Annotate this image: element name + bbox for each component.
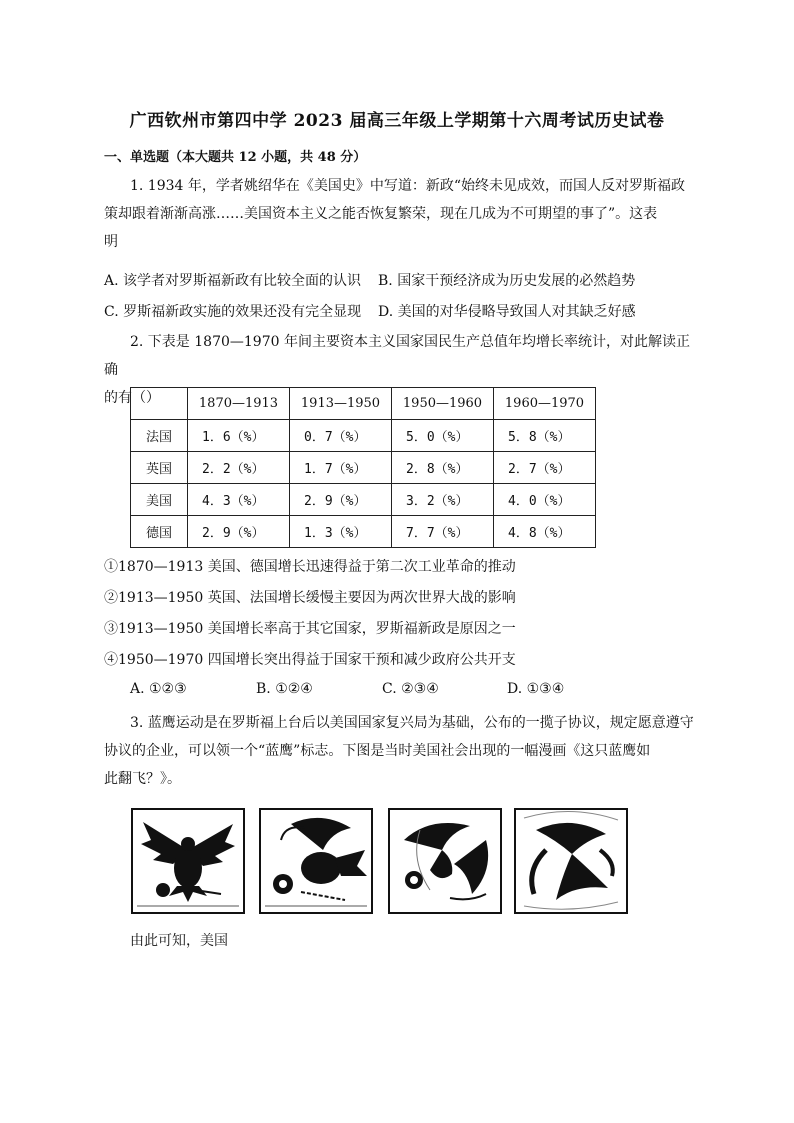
table-row — [131, 516, 596, 548]
comic-panel-2 — [259, 808, 373, 914]
table-cell: 0．7（%） — [290, 420, 392, 452]
table-row — [131, 452, 596, 484]
question-2-line-1: 2. 下表是 1870—1970 年间主要资本主义国家国民生产总值年均增长率统计，对此解读正确 — [104, 334, 690, 378]
table-cell: 2．2（%） — [188, 452, 290, 484]
table-cell: 2．9（%） — [290, 484, 392, 516]
question-1-line-1: 1. 1934 年，学者姚绍华在《美国史》中写道：新政“始终未见成效，而国人反对罗斯福政 — [130, 178, 686, 194]
comic-panel-4 — [514, 808, 628, 914]
swirl-eagle-icon — [516, 810, 626, 912]
section-heading: 一、单选题（本大题共 12 小题，共 48 分） — [104, 150, 367, 165]
table-cell: 2．8（%） — [392, 452, 494, 484]
table-header-cell: 1960—1970 — [494, 388, 596, 420]
question-1-options-row-1 — [104, 270, 704, 290]
eagle-icon — [133, 810, 243, 912]
statement-4: ④1950—1970 四国增长突出得益于国家干预和减少政府公共开支 — [104, 652, 516, 668]
question-1 — [104, 172, 694, 256]
question-2-option-d[interactable]: D. ①③④ — [507, 681, 565, 697]
statement-1: ①1870—1913 美国、德国增长迅速得益于第二次工业革命的推动 — [104, 559, 516, 575]
table-country-cell: 法国 — [131, 420, 188, 452]
table-cell: 1．6（%） — [188, 420, 290, 452]
comic-panel-3 — [388, 808, 502, 914]
question-2-option-c[interactable]: C. ②③④ — [382, 681, 439, 697]
table-cell: 1．3（%） — [290, 516, 392, 548]
question-1-line-2: 策却跟着渐渐高涨……美国资本主义之能否恢复繁荣，现在几成为不可期望的事了”。这表 — [104, 206, 658, 222]
table-country-cell: 美国 — [131, 484, 188, 516]
table-header-cell: 1870—1913 — [188, 388, 290, 420]
question-1-option-a[interactable]: A. 该学者对罗斯福新政有比较全面的认识 — [104, 273, 362, 289]
question-2-option-a[interactable]: A. ①②③ — [130, 681, 187, 697]
question-1-option-d[interactable]: D. 美国的对华侵略导致国人对其缺乏好感 — [378, 304, 636, 320]
question-1-options-row-2 — [104, 301, 704, 321]
question-3-line-1: 3. 蓝鹰运动是在罗斯福上台后以美国国家复兴局为基础，公布的一揽子协议，规定愿意遵守 — [130, 715, 694, 731]
eagle-icon — [261, 810, 371, 912]
question-1-option-c[interactable]: C. 罗斯福新政实施的效果还没有完全显现 — [104, 304, 362, 320]
table-header-cell: 1950—1960 — [392, 388, 494, 420]
page-title: 广西钦州市第四中学 2023 届高三年级上学期第十六周考试历史试卷 — [129, 111, 665, 131]
question-3-tail: 由此可知，美国 — [130, 933, 228, 949]
table-cell: 1．7（%） — [290, 452, 392, 484]
table-cell: 4．0（%） — [494, 484, 596, 516]
table-header-cell — [131, 388, 188, 420]
comic-panel-1 — [131, 808, 245, 914]
gdp-growth-table — [130, 387, 596, 548]
question-3 — [104, 709, 694, 793]
table-cell: 5．8（%） — [494, 420, 596, 452]
table-cell: 7．7（%） — [392, 516, 494, 548]
table-cell: 4．8（%） — [494, 516, 596, 548]
table-cell: 2．9（%） — [188, 516, 290, 548]
question-1-line-3: 明 — [104, 234, 118, 250]
question-1-option-b[interactable]: B. 国家干预经济成为历史发展的必然趋势 — [378, 273, 636, 289]
table-row — [131, 420, 596, 452]
eagle-icon — [390, 810, 500, 912]
table-cell: 4．3（%） — [188, 484, 290, 516]
table-cell: 5．0（%） — [392, 420, 494, 452]
table-cell: 2．7（%） — [494, 452, 596, 484]
table-country-cell: 英国 — [131, 452, 188, 484]
table-country-cell: 德国 — [131, 516, 188, 548]
question-3-line-2: 协议的企业，可以领一个“蓝鹰”标志。下图是当时美国社会出现的一幅漫画《这只蓝鹰如 — [104, 743, 651, 759]
table-header-cell: 1913—1950 — [290, 388, 392, 420]
table-cell: 3．2（%） — [392, 484, 494, 516]
question-2-line-2: 的有（） — [104, 390, 160, 406]
table-header-row — [131, 388, 596, 420]
table-row — [131, 484, 596, 516]
statement-2: ②1913—1950 英国、法国增长缓慢主要因为两次世界大战的影响 — [104, 590, 516, 606]
question-3-line-3: 此翻飞？》。 — [104, 771, 181, 787]
statement-3: ③1913—1950 美国增长率高于其它国家，罗斯福新政是原因之一 — [104, 621, 516, 637]
question-2-option-b[interactable]: B. ①②④ — [256, 681, 313, 697]
